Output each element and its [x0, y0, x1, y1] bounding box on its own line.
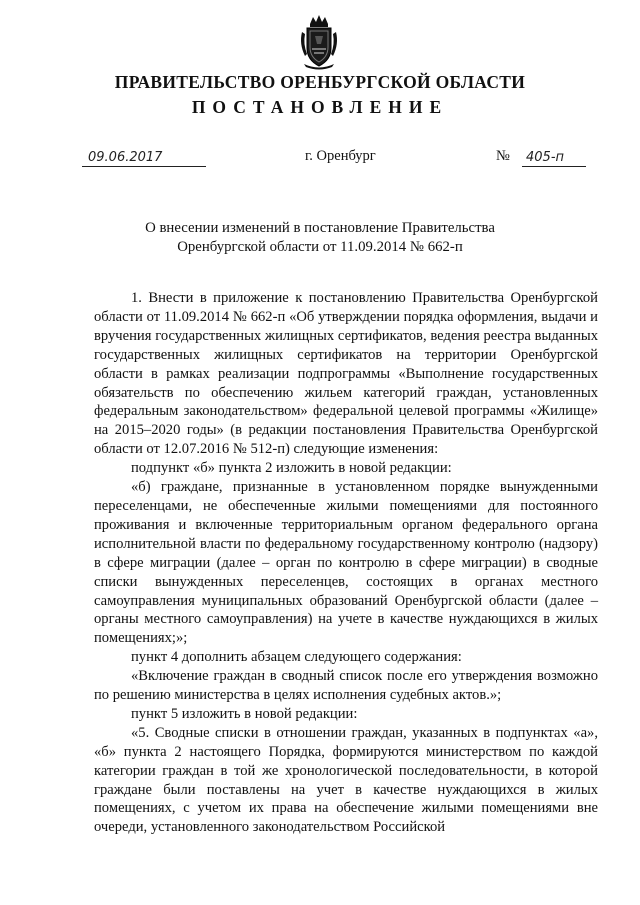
document-number-value: 405-п: [526, 150, 565, 165]
document-city: г. Оренбург: [305, 148, 376, 164]
body-paragraph: пункт 4 дополнить абзацем следующего содержания:: [131, 649, 462, 666]
organization-name: ПРАВИТЕЛЬСТВО ОРЕНБУРГСКОЙ ОБЛАСТИ: [114, 72, 526, 92]
document-date-value: 09.06.2017: [88, 150, 163, 165]
body-paragraph: «5. Сводные списки в отношении граждан, указанных в подпунктах «а», «б» пункта 2 настоящего Порядка, формируются министерством по каждой категории граждан в той же хронологической последовательности, в которой граждане были поставлены на учет в качестве нуждающихся в жилых помещениях, с учетом их права на обеспечение жилыми помещениями вне очереди, установленного законодательством Российской: [94, 724, 598, 836]
body-paragraph: «Включение граждан в сводный список после его утверждения возможно по решению министерства в целях исполнения судебных актов.»;: [94, 668, 598, 704]
body-paragraph: 1. Внести в приложение к постановлению Правительства Оренбургской области от 11.09.2014 № 662-п «Об утверждении порядка оформления, выдачи и вручения государственных жилищных сертификатов, ведения реестра выданных государственных жилищных сертификатов на территории Оренбургской области в рамках реализации подпрограммы «Выполнение государственных обязательств по обеспечению жильем категорий граждан, установленных федеральным законодательством» федеральной целевой программы «Жилище» на 2015–2020 годы» (в редакции постановления Правительства Оренбургской области от 12.07.2016 № 512-п) следующие изменения:: [94, 290, 598, 458]
subject-line-1: О внесении изменений в постановление Правительства: [145, 220, 495, 236]
document-number: [522, 148, 586, 167]
document-date: [82, 148, 206, 167]
document-type-title: ПОСТАНОВЛЕНИЕ: [191, 97, 449, 117]
body-paragraph: «б) граждане, признанные в установленном порядке вынужденными переселенцами, не обеспеченные жилыми помещениями для постоянного проживания и включенные территориальным органом федерального органа исполнительной власти по федеральному государственному контролю (надзору) в сфере миграции (далее – орган по контролю в сфере миграции) в сводные списки вынужденных переселенцев, состоящих в органах местного самоуправления муниципальных образований Оренбургской области (далее – органы местного самоуправления) на учете в качестве нуждающихся в жилых помещениях;»;: [94, 479, 598, 647]
body-paragraph: пункт 5 изложить в новой редакции:: [131, 705, 358, 722]
document-number-label: №: [496, 148, 510, 164]
document-subject: [0, 219, 640, 257]
document-body: [94, 289, 598, 837]
coat-of-arms-icon: [296, 14, 342, 70]
subject-line-2: Оренбургской области от 11.09.2014 № 662-п: [177, 239, 463, 255]
body-paragraph: подпункт «б» пункта 2 изложить в новой редакции:: [131, 460, 452, 477]
